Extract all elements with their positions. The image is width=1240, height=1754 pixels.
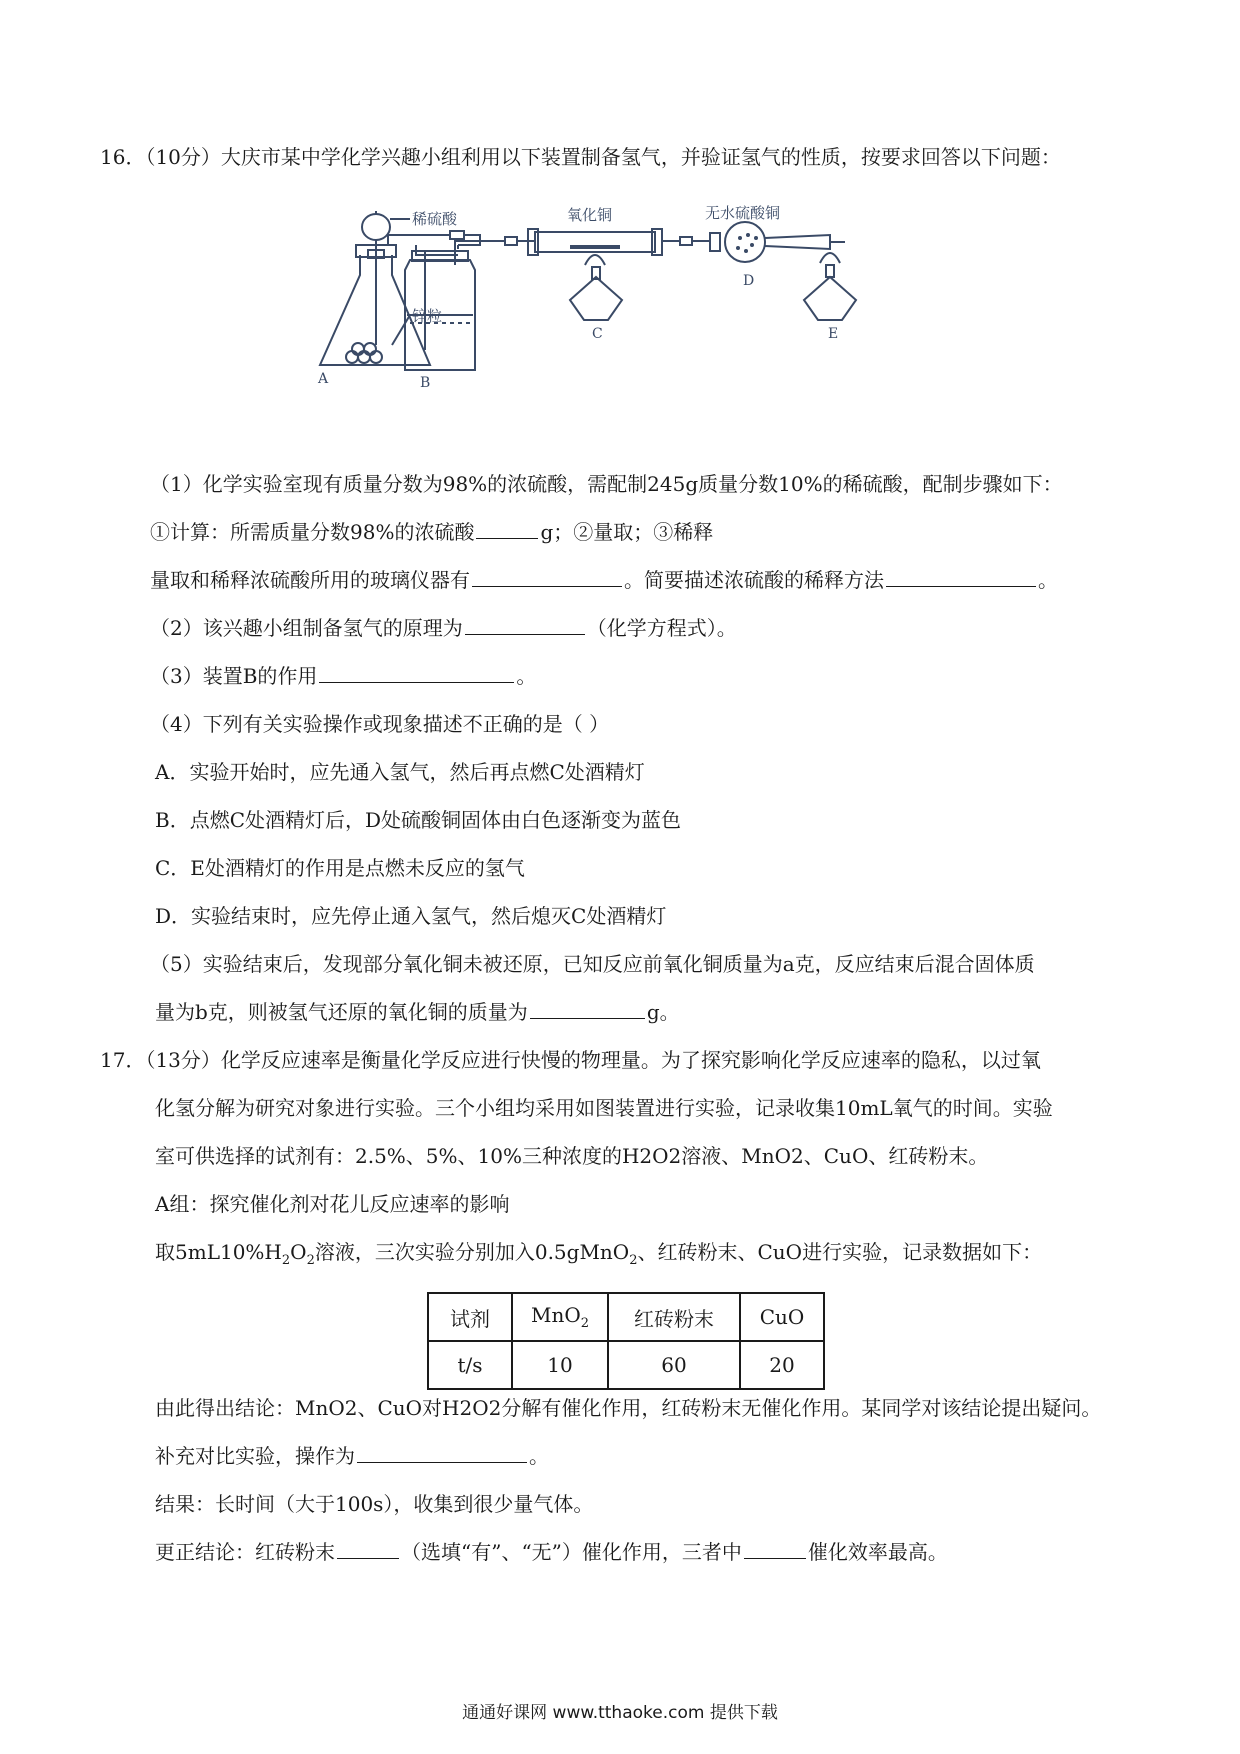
q17-conclusion: 由此得出结论：MnO2、CuO对H2O2分解有催化作用，红砖粉末无催化作用。某同学对该结论提出疑问。 — [155, 1396, 1102, 1420]
q16-part2: （2）该兴趣小组制备氢气的原理为 （化学方程式）。 — [150, 616, 737, 640]
q16-part3: （3）装置B的作用 。 — [150, 664, 537, 688]
blank-reduced-mass[interactable] — [530, 998, 645, 1019]
q17-group-a: A组：探究催化剂对花儿反应速率的影响 — [155, 1192, 510, 1216]
table-cell: 试剂 — [428, 1293, 512, 1341]
page-footer: 通通好课网 www.tthaoke.com 提供下载 — [462, 1703, 778, 1723]
table-cell: MnO$_2$ — [512, 1293, 608, 1341]
q17-line2: 化氢分解为研究对象进行实验。三个小组均采用如图装置进行实验，记录收集10mL氧气的时间。实验 — [155, 1096, 1053, 1120]
q17-line1: 17．（13分）化学反应速率是衡量化学反应进行快慢的物理量。为了探究影响化学反应速率的隐私，以过氧 — [100, 1048, 1041, 1072]
table-cell: CuO — [740, 1293, 824, 1341]
q16-part4: （4）下列有关实验操作或现象描述不正确的是（ ） — [150, 712, 610, 736]
letter-d: D — [743, 273, 755, 289]
blank-glassware[interactable] — [472, 566, 622, 587]
q16-stem: 16．（10分）大庆市某中学化学兴趣小组利用以下装置制备氢气，并验证氢气的性质，按要求回答以下问题： — [100, 145, 1061, 169]
q16-part1-line1: （1）化学实验室现有质量分数为98%的浓硫酸，需配制245g质量分数10%的稀硫酸，配制步骤如下： — [150, 472, 1063, 496]
q16-option-c: C．E处酒精灯的作用是点燃未反应的氢气 — [155, 856, 525, 880]
letter-b: B — [420, 375, 431, 391]
table-cell: 红砖粉末 — [608, 1293, 740, 1341]
apparatus-diagram — [300, 205, 980, 435]
q16-part1-line3: 量取和稀释浓硫酸所用的玻璃仪器有 。简要描述浓硫酸的稀释方法 。 — [150, 568, 1058, 592]
table-cell: 20 — [740, 1341, 824, 1389]
q17-corrected-conclusion: 更正结论：红砖粉末 （选填“有”、“无”）催化作用，三者中 催化效率最高。 — [155, 1540, 948, 1564]
q16-part5-line2: 量为b克，则被氢气还原的氧化铜的质量为 g。 — [155, 1000, 680, 1024]
drying-tube-jet — [765, 235, 830, 249]
alcohol-lamp-c — [570, 277, 622, 320]
catalyst-data-table — [427, 1292, 825, 1390]
table-cell: 60 — [608, 1341, 740, 1389]
label-copper-oxide: 氧化铜 — [567, 206, 613, 224]
blank-dilution-method[interactable] — [886, 566, 1036, 587]
drying-tube-bulb — [725, 222, 765, 262]
blank-most-efficient[interactable] — [744, 1538, 806, 1559]
lamp-flame-c — [585, 255, 605, 265]
letter-c: C — [592, 326, 603, 342]
q16-option-d: D．实验结束时，应先停止通入氢气，然后熄灭C处酒精灯 — [155, 904, 667, 928]
q16-part1-line2: ①计算：所需质量分数98%的浓硫酸 g；②量取；③稀释 — [150, 520, 714, 544]
alcohol-lamp-e — [804, 277, 856, 320]
q17-procedure: 取$5mL10\%H_2O_2$溶液，三次实验分别加入0.5gMnO$_2$、红砖粉末、CuO进行实验，记录数据如下： — [155, 1240, 1043, 1268]
table-row — [428, 1293, 824, 1341]
q16-part5-line1: （5）实验结束后，发现部分氧化铜未被还原，已知反应前氧化铜质量为a克，反应结束后混合固体质 — [150, 952, 1035, 976]
q16-option-b: B．点燃C处酒精灯后，D处硫酸铜固体由白色逐渐变为蓝色 — [155, 808, 682, 832]
label-zinc: 锌粒 — [412, 307, 443, 325]
letter-a: A — [318, 371, 329, 387]
q17-result: 结果：长时间（大于100s），收集到很少量气体。 — [155, 1492, 594, 1516]
table-cell: 10 — [512, 1341, 608, 1389]
q17-line3: 室可供选择的试剂有：2.5%、5%、10%三种浓度的H2O2溶液、MnO2、CuO、红砖粉末。 — [155, 1144, 989, 1168]
blank-device-b-role[interactable] — [319, 662, 514, 683]
q17-supplement: 补充对比实验，操作为 。 — [155, 1444, 549, 1468]
letter-e: E — [828, 326, 839, 342]
blank-equation[interactable] — [465, 614, 585, 635]
q16-option-a: A．实验开始时，应先通入氢气，然后再点燃C处酒精灯 — [155, 760, 645, 784]
lamp-flame-e — [820, 253, 840, 263]
blank-supplement-operation[interactable] — [357, 1442, 527, 1463]
blank-acid-mass[interactable] — [476, 518, 538, 539]
table-row — [428, 1341, 824, 1389]
label-anhydrous-cuso4: 无水硫酸铜 — [705, 205, 781, 222]
blank-has-catalysis[interactable] — [337, 1538, 399, 1559]
table-cell: t/s — [428, 1341, 512, 1389]
label-dilute-acid: 稀硫酸 — [412, 210, 458, 228]
separatory-funnel-bulb — [362, 214, 390, 240]
